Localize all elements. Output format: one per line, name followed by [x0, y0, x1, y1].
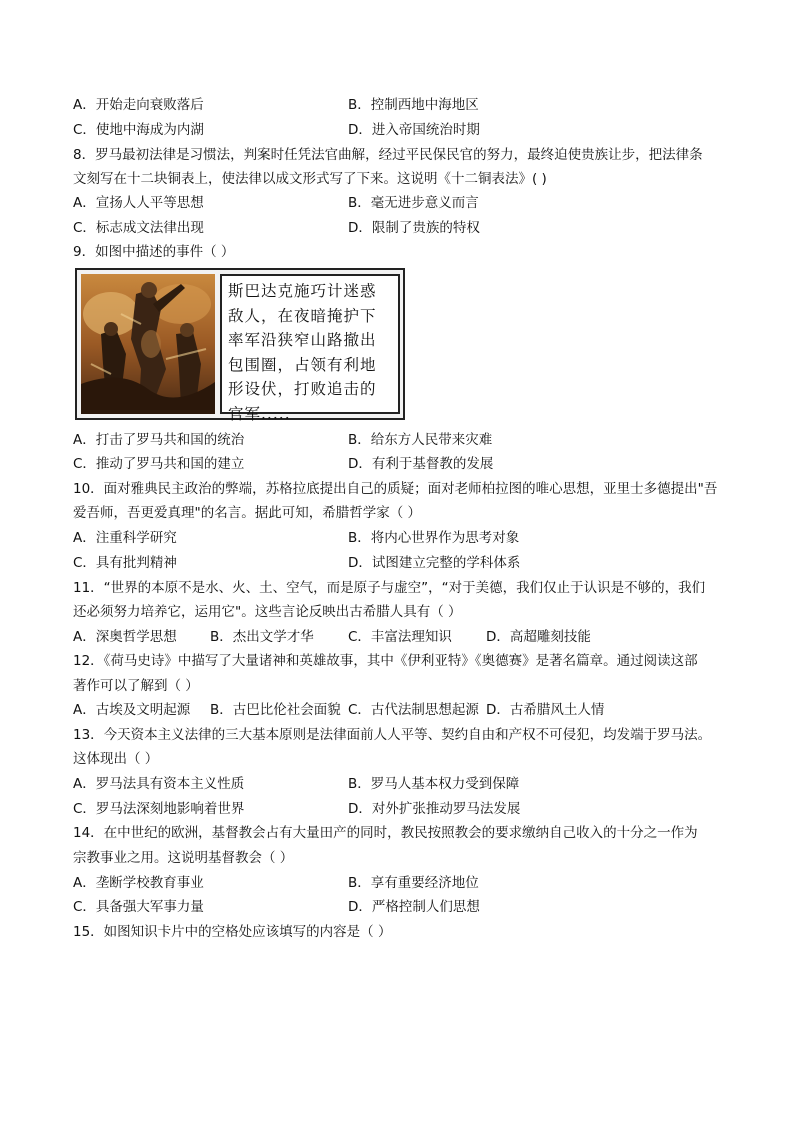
q10-option-c: C．具有批判精神	[73, 555, 177, 571]
q8-option-b: B．毫无进步意义而言	[348, 195, 479, 211]
q9-stem: 9．如图中描述的事件（ ）	[73, 244, 235, 260]
q12-option-d: D．古希腊风土人情	[486, 702, 605, 718]
q8-stem-line1: 8．罗马最初法律是习惯法，判案时任凭法官曲解，经过平民保民官的努力，最终迫使贵族让步，把法律条	[73, 147, 703, 163]
q8-option-c: C．标志成文法律出现	[73, 220, 204, 236]
battle-illustration	[81, 274, 215, 414]
q13-option-a: A．罗马法具有资本主义性质	[73, 776, 245, 792]
q9-option-a: A．打击了罗马共和国的统治	[73, 432, 245, 448]
q11-stem-line2: 还必须努力培养它，运用它"。这些言论反映出古希腊人具有（ ）	[73, 604, 462, 620]
q14-option-a: A．垄断学校教育事业	[73, 875, 204, 891]
q10-option-a: A．注重科学研究	[73, 530, 177, 546]
q13-stem-line1: 13．今天资本主义法律的三大基本原则是法律面前人人平等、契约自由和产权不可侵犯，均发端于罗马法。	[73, 727, 712, 743]
q14-option-c: C．具备强大军事力量	[73, 899, 204, 915]
q10-stem-line1: 10．面对雅典民主政治的弊端，苏格拉底提出自己的质疑；面对老师柏拉图的唯心思想，亚里士多德提出"吾	[73, 481, 718, 497]
q13-stem-line2: 这体现出（ ）	[73, 751, 159, 767]
q8-stem-line2: 文刻写在十二块铜表上，使法律以成文形式写了下来。这说明《十二铜表法》( )	[73, 171, 547, 187]
figure-caption: 斯巴达克施巧计迷惑敌人，在夜暗掩护下率军沿狭窄山路撤出包围圈，占领有利地形设伏，打败追击的官军.....	[220, 274, 400, 414]
spartacus-figure	[75, 268, 405, 423]
q8-option-d: D．限制了贵族的特权	[348, 220, 480, 236]
q10-option-b: B．将内心世界作为思考对象	[348, 530, 520, 546]
q7-option-d: D．进入帝国统治时期	[348, 122, 480, 138]
q12-option-b: B．古巴比伦社会面貌	[210, 702, 341, 718]
q8-option-a: A．宣扬人人平等思想	[73, 195, 204, 211]
q7-option-b: B．控制西地中海地区	[348, 97, 479, 113]
q9-option-b: B．给东方人民带来灾难	[348, 432, 493, 448]
q7-option-a: A．开始走向衰败落后	[73, 97, 204, 113]
q13-option-c: C．罗马法深刻地影响着世界	[73, 801, 245, 817]
q13-option-d: D．对外扩张推动罗马法发展	[348, 801, 521, 817]
q11-stem-line1: 11．“世界的本原不是水、火、土、空气，而是原子与虚空”，“对于美德，我们仅止于认识是不够的，我们	[73, 580, 706, 596]
q14-option-b: B．享有重要经济地位	[348, 875, 479, 891]
q11-option-b: B．杰出文学才华	[210, 629, 314, 645]
q14-option-d: D．严格控制人们思想	[348, 899, 480, 915]
q13-option-b: B．罗马人基本权力受到保障	[348, 776, 520, 792]
q11-option-d: D．高超雕刻技能	[486, 629, 591, 645]
q7-option-c: C．使地中海成为内湖	[73, 122, 204, 138]
q14-stem-line2: 宗教事业之用。这说明基督教会（ ）	[73, 850, 294, 866]
q9-option-c: C．推动了罗马共和国的建立	[73, 456, 245, 472]
q15-stem: 15．如图知识卡片中的空格处应该填写的内容是（ ）	[73, 924, 392, 940]
q10-stem-line2: 爱吾师，吾更爱真理"的名言。据此可知，希腊哲学家（ ）	[73, 505, 421, 521]
q9-option-d: D．有利于基督教的发展	[348, 456, 494, 472]
q12-option-a: A．古埃及文明起源	[73, 702, 191, 718]
q12-stem-line2: 著作可以了解到（ ）	[73, 678, 199, 694]
q11-option-a: A．深奥哲学思想	[73, 629, 177, 645]
q12-stem-line1: 12．《荷马史诗》中描写了大量诸神和英雄故事，其中《伊利亚特》《奥德赛》是著名篇章。通过阅读这部	[73, 653, 698, 669]
q14-stem-line1: 14．在中世纪的欧洲，基督教会占有大量田产的同时，教民按照教会的要求缴纳自己收入的十分之一作为	[73, 825, 698, 841]
q10-option-d: D．试图建立完整的学科体系	[348, 555, 521, 571]
q11-option-c: C．丰富法理知识	[348, 629, 452, 645]
q12-option-c: C．古代法制思想起源	[348, 702, 479, 718]
